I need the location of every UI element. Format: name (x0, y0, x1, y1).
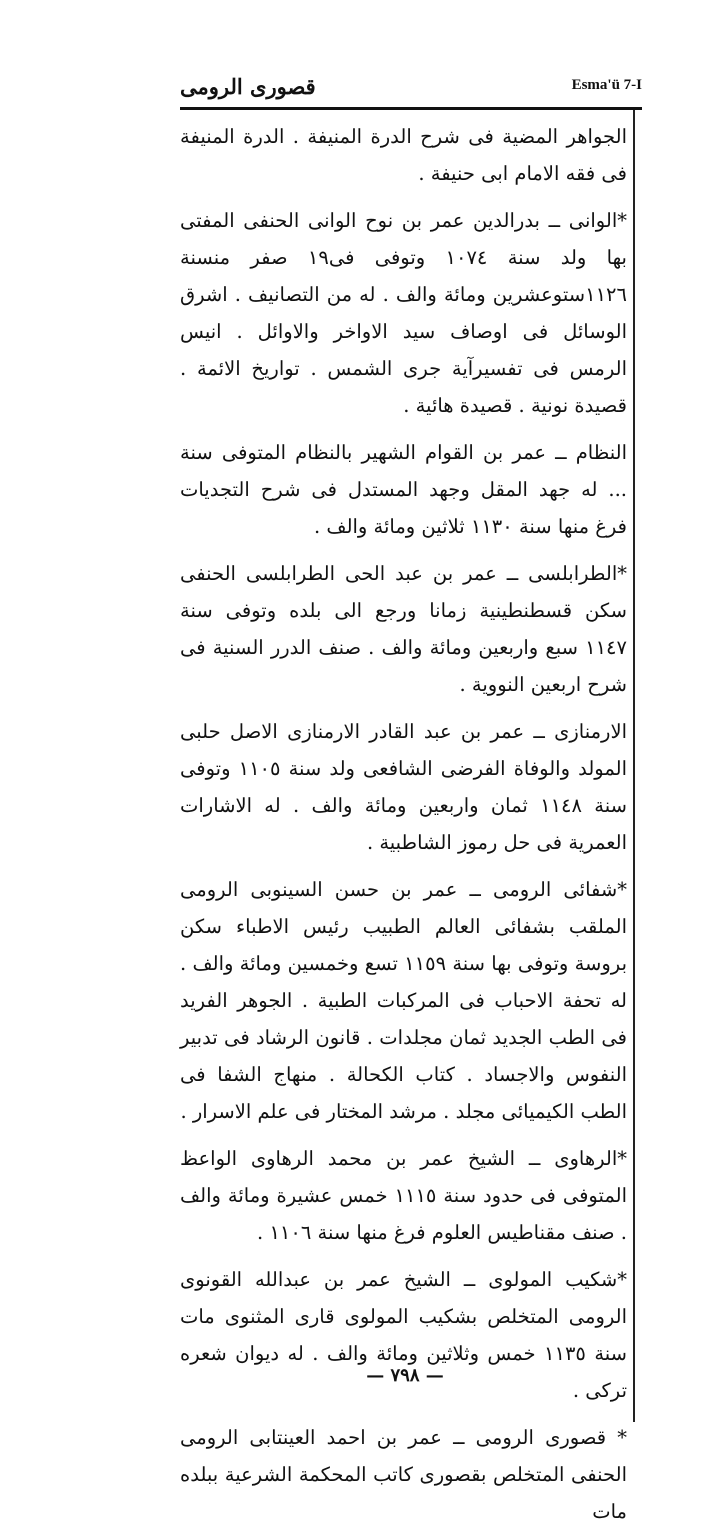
entry-paragraph: الارمنازى ــ عمر بن عبد القادر الارمنازى الاصل حلبى المولد والوفاة الفرضى الشافعى ولد سنة ١١٠٥ وتوفى سنة ١١٤٨ ثمان واربعين ومائة والف . له الاشارات العمرية فى حل رموز الشاطبية . (180, 720, 627, 854)
entry-paragraph: *الرهاوى ــ الشيخ عمر بن محمد الرهاوى الواعظ المتوفى فى حدود سنة ١١١٥ خمس عشيرة ومائة والف . صنف مقناطيس العلوم فرغ منها سنة ١١٠٦ . (180, 1147, 627, 1244)
entry-paragraph: * قصورى الرومى ــ عمر بن احمد العينتابى الرومى الحنفى المتخلص بقصورى كاتب المحكمة الشرعية ببلده مات (180, 1426, 627, 1523)
entry-paragraph: *الوانى ــ بدرالدين عمر بن نوح الوانى الحنفى المفتى بها ولد سنة ١٠٧٤ وتوفى فى١٩ صفر منسنة ١١٢٦ستوعشرين ومائة والف . له من التصانيف . اشرق الوسائل فى اوصاف سيد الاواخر والاوائل . انيس الرمس فى تفسيرآية جرى الشمس . تواريخ الائمة . قصيدة نونية . قصيدة هائية . (180, 209, 627, 417)
entry-paragraph: النظام ــ عمر بن القوام الشهير بالنظام المتوفى سنة ... له جهد المقل وجهد المستدل فى شرح التجديات فرغ منها سنة ١١٣٠ ثلاثين ومائة والف . (180, 441, 627, 538)
entry-paragraph: الجواهر المضية فى شرح الدرة المنيفة . الدرة المنيفة فى فقه الامام ابى حنيفة . (180, 125, 627, 185)
page-number: — ٧٩٨ — (366, 1365, 444, 1386)
header-rule (180, 107, 642, 110)
running-title: قصورى الرومى (180, 74, 316, 99)
folio-reference: Esma'ü 7-I (571, 77, 642, 93)
margin-rule (633, 110, 635, 1422)
entry-paragraph: *شكيب المولوى ــ الشيخ عمر بن عبدالله القونوى الرومى المتخلص بشكيب المولوى قارى المثنوى مات سنة ١١٣٥ خمس وثلاثين ومائة والف . له ديوان شعره تركى . (180, 1268, 627, 1402)
entry-paragraph: *الطرابلسى ــ عمر بن عبد الحى الطرابلسى الحنفى سكن قسطنطينية زمانا ورجع الى بلده وتوفى سنة ١١٤٧ سبع واربعين ومائة والف . صنف الدرر السنية فى شرح اربعين النووية . (180, 562, 627, 696)
page-body (180, 118, 627, 1540)
page-header (180, 70, 642, 110)
entry-paragraph: *شفائى الرومى ــ عمر بن حسن السينوبى الرومى الملقب بشفائى العالم الطبيب رئيس الاطباء سكن بروسة وتوفى بها سنة ١١٥٩ تسع وخمسين ومائة والف . له تحفة الاحباب فى المركبات الطبية . الجوهر الفريد فى الطب الجديد ثمان مجلدات . قانون الرشاد فى تدبير النفوس والاجساد . كتاب الكحالة . منهاج الشفا فى الطب الكيميائى مجلد . مرشد المختار فى علم الاسرار . (180, 878, 627, 1123)
